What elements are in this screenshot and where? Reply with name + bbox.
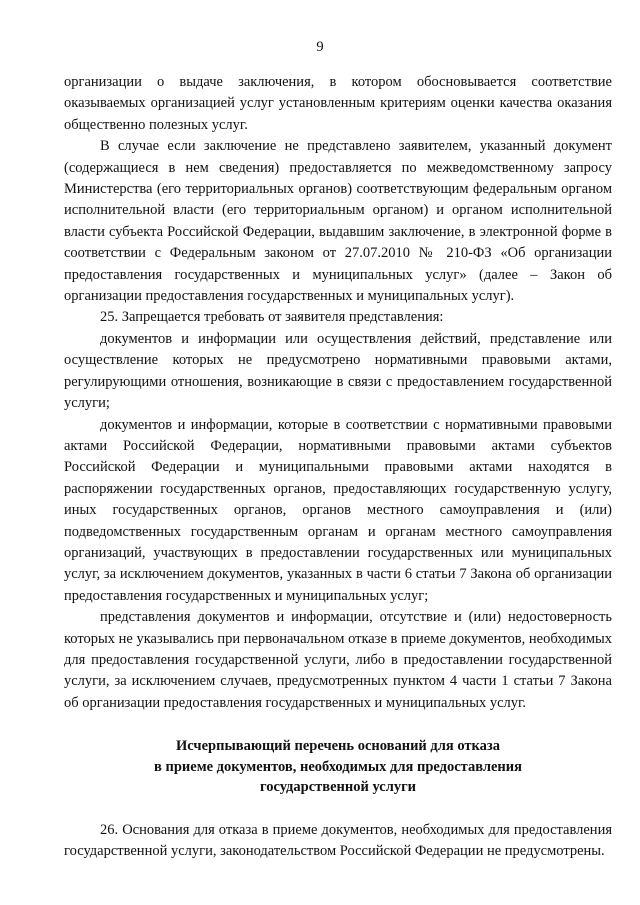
section-heading-line-3: государственной услуги <box>259 779 417 796</box>
paragraph-item-26: 26. Основания для отказа в приеме документов, необходимых для предоставления государственной услуги, законодательством Российской Федерации не предусмотрены. <box>64 821 612 860</box>
section-heading <box>64 736 612 798</box>
section-heading-line-2: в приеме документов, необходимых для предоставления <box>154 758 522 775</box>
paragraph-item-25-sub-1: документов и информации или осуществления действий, представление или осуществление которых не предусмотрено нормативными правовыми актами, регулирующими отношения, возникающие в связи с предоставлением государственной услуги; <box>64 330 612 412</box>
paragraph-conclusion-request: В случае если заключение не представлено заявителем, указанный документ (содержащиеся в нем сведения) предоставляется по межведомственному запросу Министерства (его территориальных органов) соответствующим федеральным органом исполнительной власти (его территориальным органом) и органом исполнительной власти субъекта Российской Федерации, выдавшим заключение, в электронной форме в соответствии с Федеральным законом от 27.07.2010 № 210-ФЗ «Об организации предоставления государственных и муниципальных услуг» (далее – Закон об организации предоставления государственных и муниципальных услуг). <box>64 138 612 305</box>
paragraph-item-25-sub-3: представления документов и информации, отсутствие и (или) недостоверность которых не указывались при первоначальном отказе в приеме документов, необходимых для предоставления государственной услуги, либо в предоставлении государственной услуги, за исключением случаев, предусмотренных пунктом 4 части 1 статьи 7 Закона об организации предоставления государственных и муниципальных услуг. <box>64 609 612 711</box>
section-heading-line-1: Исчерпывающий перечень оснований для отказа <box>176 738 500 755</box>
paragraph-item-25-sub-2: документов и информации, которые в соответствии с нормативными правовыми актами Российской Федерации, нормативными правовыми актами субъектов Российской Федерации и муниципальными правовыми актами находятся в распоряжении государственных органов, предоставляющих государственную услугу, иных государственных органов, органов местного самоуправления и (или) подведомственных государственным органам и органам местного самоуправления организаций, участвующих в предоставлении государственных или муниципальных услуг, за исключением документов, указанных в части 6 статьи 7 Закона об организации предоставления государственных и муниципальных услуг; <box>64 416 612 604</box>
paragraph-item-25: 25. Запрещается требовать от заявителя представления: <box>100 309 444 326</box>
page-number: 9 <box>316 39 324 55</box>
document-body <box>64 72 612 863</box>
paragraph-continuation: организации о выдаче заключения, в котором обосновывается соответствие оказываемых организацией услуг установленным критериям оценки качества оказания общественно полезных услуг. <box>64 74 612 133</box>
